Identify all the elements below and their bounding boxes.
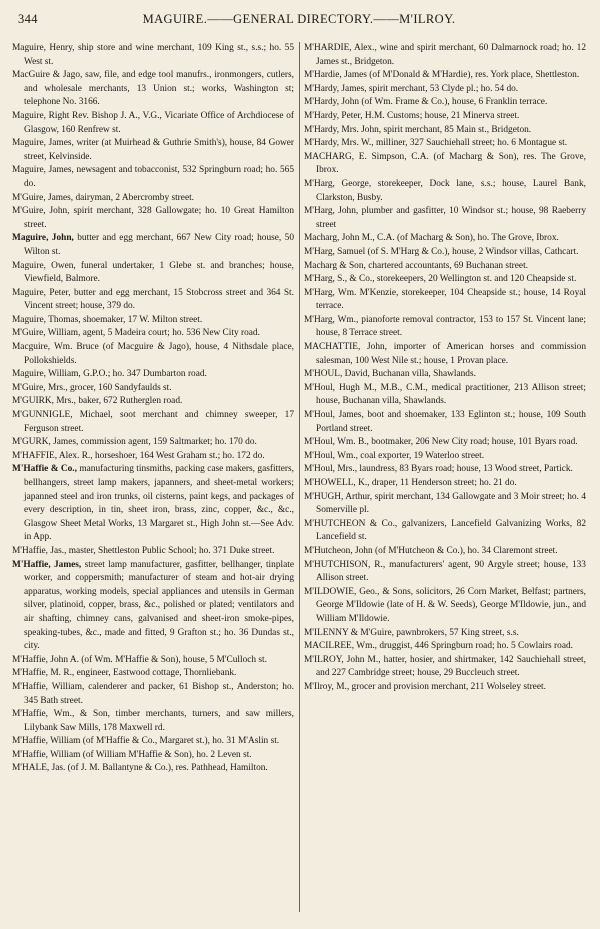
- directory-entry: [12, 287, 294, 314]
- entry-name: M'Harg, Wm. M'Kenzie,: [304, 287, 399, 298]
- entry-name: MACHATTIE, John,: [304, 342, 388, 353]
- directory-entry: [12, 260, 294, 287]
- directory-entry: [12, 749, 294, 763]
- directory-entry: [304, 627, 586, 641]
- entry-details: master, Shettleston Public School; ho. 371 Duke street.: [66, 545, 275, 556]
- entry-details: (of M'Hutcheon & Co.), ho. 34 Claremont street.: [372, 545, 558, 556]
- directory-entry: [304, 409, 586, 436]
- entry-details: storekeepers, 20 Wellington st. and 120 Cheapside st.: [374, 274, 577, 285]
- directory-entry: [12, 368, 294, 382]
- running-title: MAGUIRE.——GENERAL DIRECTORY.——M'ILROY.: [142, 12, 456, 26]
- entry-name: Macharg & Son,: [304, 260, 366, 271]
- entry-name: Maguire, James,: [12, 138, 74, 149]
- entry-details: (of Wm. M'Haffie & Son), house, 5 M'Culloch st.: [78, 654, 267, 665]
- entry-name: M'ILDOWIE, Geo., & Sons,: [304, 586, 414, 597]
- entry-details: timber merchants, turners, and saw millers, Lilybank Saw Mills, 178 Maxwell rd.: [24, 709, 294, 733]
- directory-entry: [304, 368, 586, 382]
- entry-name: M'Guire, Mrs.,: [12, 382, 68, 393]
- directory-entry: [304, 681, 586, 695]
- entry-name: M'HOUL, David,: [304, 369, 370, 380]
- entry-details: galvanizers, Lancefield Galvanizing Works, 82 Lancefield st.: [316, 518, 586, 543]
- entry-name: M'Harg, S., & Co.,: [304, 274, 375, 285]
- entry-details: solicitors, 26 Corn Market, Belfast; partners, George M'Ildowie (late of H. & W. Seeds), George M'Ildowie, jun., and William M'Ildowie.: [316, 586, 586, 624]
- directory-entry: [12, 341, 294, 368]
- directory-entry: [12, 164, 294, 191]
- directory-entry: [12, 110, 294, 137]
- entry-details: storekeeper, Dock lane, s.s.; house, Laurel Bank, Clarkston, Busby.: [316, 178, 586, 203]
- directory-entry: [304, 151, 586, 178]
- entry-details: spirit merchant, 85 Main st., Bridgeton.: [381, 124, 532, 135]
- right-column: [304, 42, 586, 924]
- directory-entry: [304, 69, 586, 83]
- entry-name: M'Ilroy, M.,: [304, 681, 350, 692]
- entry-details: Bruce (of Macguire & Jago), house, 4 Nithsdale place, Pollokshields.: [24, 342, 294, 366]
- directory-entry: [304, 83, 586, 97]
- entry-details: butter and egg merchant, 15 Stobcross street and 364 St. Vincent street; house, 379 do.: [24, 287, 294, 312]
- column-divider: [299, 42, 300, 912]
- entry-name: M'Haffie, Jas.,: [12, 545, 67, 556]
- directory-entry: [304, 124, 586, 138]
- entry-details: (of M'Haffie & Co., Margaret st.), ho. 31 M'Aslin st.: [80, 736, 280, 747]
- directory-entry: [304, 341, 586, 368]
- entry-name: M'HUGH, Arthur,: [304, 491, 373, 502]
- entry-name: Maguire, Henry,: [12, 43, 75, 53]
- directory-entry: [12, 137, 294, 164]
- entry-name: M'Haffie, James,: [12, 559, 82, 570]
- directory-entry: [304, 178, 586, 205]
- entry-details: manufacturing tinsmiths, packing case makers, gasfitters, bellhangers, street lamp makers, japanners, and sheet-metal workers; japanned steel and iron trunks, oil cisterns, paint kegs, and packages of every description, in tin, sheet iron, brass, zinc, copper, &c., &c., Glasgow Sheet Metal Works, 13 Margaret st., High John st.—See Adv. in App.: [24, 464, 294, 543]
- entry-name: M'Houl, James,: [304, 410, 364, 421]
- directory-entry: [12, 667, 294, 681]
- entry-details: H.M. Customs; house, 21 Minerva street.: [362, 110, 520, 121]
- entry-details: spirit merchant, 328 Gallowgate; ho. 10 Great Hamilton street.: [24, 206, 294, 230]
- directory-entry: [12, 327, 294, 341]
- entry-name: M'Hardie, James: [304, 70, 367, 81]
- entry-details: soot merchant and chimney sweeper, 17 Ferguson street.: [24, 410, 294, 434]
- entry-name: M'Guire, James,: [12, 192, 74, 203]
- directory-entry: [304, 205, 586, 232]
- entry-details: saw, file, and edge tool manufrs., ironmongers, cutlers, and wholesale merchants, 13 Union st.; works, Washington st; telephone No. 3166.: [24, 70, 294, 108]
- entry-details: grocer, 160 Sandyfaulds st.: [67, 382, 172, 393]
- entry-name: M'Harg, Wm.,: [304, 314, 359, 325]
- entry-name: M'Harg, Samuel: [304, 246, 366, 257]
- entry-name: Maguire, Thomas,: [12, 314, 81, 325]
- directory-entry: [304, 436, 586, 450]
- directory-entry: [304, 232, 586, 246]
- entry-name: M'HUTCHISON, R.,: [304, 559, 386, 570]
- entry-name: M'GUNNIGLE, Michael,: [12, 410, 113, 421]
- entry-details: pawnbrokers, 57 King street, s.s.: [393, 627, 519, 638]
- entry-details: wine and spirit merchant, 60 Dalmarnock road; ho. 12 James st., Bridgeton.: [316, 43, 586, 67]
- entry-name: M'Haffie, William: [12, 736, 81, 747]
- entry-name: Maguire,: [12, 110, 46, 121]
- entry-details: chartered accountants, 69 Buchanan street.: [365, 260, 529, 271]
- directory-entry: [304, 518, 586, 545]
- entry-name: M'HARDIE, Alex.,: [304, 43, 377, 53]
- entry-details: coal exporter, 19 Waterloo street.: [357, 450, 485, 461]
- entry-details: baker, 672 Rutherglen road.: [75, 396, 183, 407]
- entry-name: M'Haffie & Co.,: [12, 464, 77, 475]
- directory-entry: [304, 287, 586, 314]
- entry-name: M'Houl, Wm. B.,: [304, 437, 369, 448]
- entry-name: M'Hardy, John: [304, 97, 360, 108]
- entry-name: M'HAFFIE, Alex. R.,: [12, 450, 93, 461]
- directory-entry: [304, 273, 586, 287]
- entry-details: spirit merchant, 53 Clyde pl.; ho. 54 do.: [366, 83, 519, 94]
- entry-details: street lamp manufacturer, gasfitter, bellhanger, tinplate worker, and coppersmith; manufacturer of steam and hot-air drying apparatus, working models, special appliances and utensils in German silver, platinoid, copper, brass, &c., polished or plated; ventilators and air shafting, chimney cans, galvanised and sheet-iron smoke-pipes, speaking-tubes, &c., made and fitted, 9 Grafton st.; ho. 36 Dundas st., city.: [24, 559, 294, 652]
- directory-entry: [304, 640, 586, 654]
- directory-entry: [304, 545, 586, 559]
- directory-entry: [304, 654, 586, 681]
- entry-details: newsagent and tobacconist, 532 Springburn road; ho. 565 do.: [24, 165, 294, 189]
- directory-entry: [304, 477, 586, 491]
- entry-details: commission agent, 159 Saltmarket; ho. 170 do.: [78, 437, 257, 448]
- directory-entry: [12, 708, 294, 735]
- entry-name: M'Haffie, M. R.,: [12, 668, 75, 679]
- directory-entry: [12, 654, 294, 668]
- entry-name: M'ILROY, John M.,: [304, 654, 381, 665]
- entry-details: grocer and provision merchant, 211 Wolseley street.: [349, 681, 546, 692]
- entry-name: M'Hardy, Peter,: [304, 110, 363, 121]
- entry-name: MACILREE, Wm.,: [304, 641, 378, 652]
- entry-name: M'Houl, Hugh M.,: [304, 382, 377, 393]
- entry-name: M'Hardy, James,: [304, 83, 367, 94]
- entry-details: writer (at Muirhead & Guthrie Smith's), house, 84 Gower street, Kelvinside.: [24, 138, 294, 162]
- directory-entry: [12, 314, 294, 328]
- directory-entry: [304, 559, 586, 586]
- entry-name: M'Guire, William,: [12, 328, 81, 339]
- left-column: [12, 42, 294, 924]
- directory-entry: [12, 681, 294, 708]
- entry-details: (of William M'Haffie & Son), ho. 2 Leven st.: [80, 749, 252, 760]
- entry-name: Maguire, James,: [12, 165, 74, 176]
- directory-entry: [12, 382, 294, 396]
- directory-entry: [12, 545, 294, 559]
- directory-entry: [12, 735, 294, 749]
- entry-name: M'Hutcheon, John: [304, 545, 373, 556]
- entry-details: (of M'Donald & M'Hardie), res. York place, Shettleston.: [366, 70, 580, 81]
- directory-entry: [304, 42, 586, 69]
- entry-details: boot and shoemaker, 133 Eglinton st.; house, 109 South Portland street.: [316, 410, 586, 434]
- entry-name: M'GURK, James,: [12, 437, 79, 448]
- directory-entry: [304, 110, 586, 124]
- entry-name: MacGuire & Jago,: [12, 70, 83, 81]
- entry-name: M'Haffie, Wm., & Son,: [12, 709, 110, 720]
- entry-details: importer of American horses and commission salesman, 100 West Nile st.; house, 1 Provan place.: [316, 342, 586, 366]
- entry-name: MACHARG, E. Simpson,: [304, 151, 407, 162]
- directory-entry: [12, 205, 294, 232]
- entry-name: M'HUTCHEON & Co.,: [304, 518, 398, 529]
- page-header: [18, 12, 580, 30]
- entry-name: M'Hardy, Mrs. W.,: [304, 138, 374, 149]
- directory-entry: [12, 762, 294, 776]
- entry-details: funeral undertaker, 1 Glebe st. and branches; house, Viewfield, Balmore.: [24, 260, 294, 285]
- entry-details: draper, 11 Henderson street; ho. 21 do.: [369, 478, 517, 488]
- directory-entry: [12, 559, 294, 654]
- entry-name: M'ILENNY & M'Guire,: [304, 627, 394, 638]
- directory-entry: [304, 491, 586, 518]
- entry-name: M'Hardy, Mrs. John,: [304, 124, 382, 135]
- entry-details: butter and egg merchant, 667 New City road; house, 50 Wilton st.: [24, 233, 294, 257]
- entry-details: (of Wm. Frame & Co.), house, 6 Franklin terrace.: [359, 97, 548, 108]
- directory-entry: [304, 450, 586, 464]
- directory-entry: [12, 69, 294, 110]
- directory-entry: [304, 382, 586, 409]
- entry-details: G.P.O.; ho. 347 Dumbarton road.: [80, 369, 207, 380]
- entry-name: M'Harg, John,: [304, 206, 359, 217]
- entry-name: M'HALE, Jas.: [12, 763, 66, 774]
- directory-entry: [12, 42, 294, 69]
- directory-entry: [12, 450, 294, 464]
- entry-details: horseshoer, 164 West Graham st.; ho. 172 do.: [92, 450, 265, 461]
- entry-name: M'Houl, Wm.,: [304, 450, 358, 461]
- entry-details: plumber and gasfitter, 10 Windsor st.; house, 98 Raeberry street: [316, 206, 586, 230]
- entry-details: druggist, 446 Springburn road; ho. 5 Cowlairs road.: [377, 641, 573, 652]
- entry-name: Maguire, Peter,: [12, 287, 71, 298]
- entry-name: Macguire, Wm.: [12, 342, 73, 353]
- page-number: 344: [18, 12, 38, 26]
- directory-entry: [304, 260, 586, 274]
- directory-entry: [304, 586, 586, 627]
- entry-details: (of S. M'Harg & Co.), house, 2 Windsor villas, Cathcart.: [365, 246, 579, 257]
- directory-entry: [12, 436, 294, 450]
- entry-details: shoemaker, 17 W. Milton street.: [80, 314, 203, 325]
- entry-name: M'Houl, Mrs.,: [304, 464, 358, 475]
- directory-entry: [304, 463, 586, 477]
- entry-details: milliner, 327 Sauchiehall street; ho. 6 Montague st.: [373, 138, 568, 149]
- entry-details: storekeeper, 104 Cheapside st.; house, 14 Royal terrace.: [316, 287, 586, 312]
- entry-details: manufacturers' agent, 90 Argyle street; house, 133 Allison street.: [316, 559, 586, 584]
- entry-name: M'Haffie, William,: [12, 681, 85, 692]
- entry-details: bootmaker, 206 New City road; house, 101 Byars road.: [368, 437, 578, 448]
- entry-details: dairyman, 2 Abercromby street.: [73, 192, 195, 203]
- directory-entry: [12, 409, 294, 436]
- entry-name: M'Haffie, William: [12, 749, 81, 760]
- entry-name: Macharg, John M.,: [304, 233, 375, 244]
- entry-details: Buchanan villa, Shawlands.: [369, 369, 476, 380]
- directory-entry: [304, 246, 586, 260]
- entry-details: engineer, Eastwood cottage, Thornliebank.: [74, 668, 237, 679]
- entry-name: Maguire, John,: [12, 233, 74, 244]
- entry-name: Maguire, Owen,: [12, 260, 76, 271]
- entry-details: pianoforte removal contractor, 153 to 157 St. Vincent lane; house, 8 Terrace street.: [316, 314, 586, 339]
- entry-name: M'Guire, John,: [12, 206, 70, 217]
- entry-name: M'HOWELL, K.,: [304, 478, 370, 488]
- directory-entry: [12, 395, 294, 409]
- entry-name: Maguire, William,: [12, 369, 81, 380]
- entry-name: M'Haffie, John A.: [12, 654, 79, 665]
- entry-details: (of J. M. Ballantyne & Co.), res. Pathhead, Hamilton.: [65, 763, 268, 774]
- entry-details: C.A. (of Macharg & Son), ho. The Grove, Ibrox.: [374, 233, 559, 244]
- directory-entry: [12, 463, 294, 545]
- directory-entry: [12, 192, 294, 206]
- directory-entry: [304, 96, 586, 110]
- entry-details: Right Rev. Bishop J. A., V.G., Vicariate Office of Archdiocese of Glasgow, 160 Renfrew st.: [24, 110, 294, 135]
- directory-entry: [304, 314, 586, 341]
- entry-details: spirit merchant, 134 Gallowgate and 3 Moir street; ho. 4 Somerville pl.: [316, 491, 586, 516]
- directory-entry: [304, 137, 586, 151]
- entry-details: hatter, hosier, and shirtmaker, 142 Sauchiehall street, and 227 Cambridge street; house, 29 Buccleuch street.: [316, 654, 586, 679]
- entry-name: M'Harg, George,: [304, 178, 372, 189]
- entry-details: ship store and wine merchant, 109 King st., s.s.; ho. 55 West st.: [24, 43, 294, 67]
- entry-details: C.A. (of Macharg & Son), res. The Grove, Ibrox.: [316, 151, 586, 176]
- entry-name: M'GUIRK, Mrs.,: [12, 396, 76, 407]
- entry-details: laundress, 83 Byars road; house, 13 Wood street, Partick.: [357, 464, 573, 475]
- entry-details: agent, 5 Madeira court; ho. 536 New City road.: [80, 328, 260, 339]
- entry-details: M.B., C.M., medical practitioner, 213 Allison street; house, Buchanan villa, Shawlands.: [316, 382, 586, 407]
- directory-entry: [12, 232, 294, 259]
- entry-details: calenderer and packer, 61 Bishop st., Anderston; ho. 345 Bath street.: [24, 681, 294, 706]
